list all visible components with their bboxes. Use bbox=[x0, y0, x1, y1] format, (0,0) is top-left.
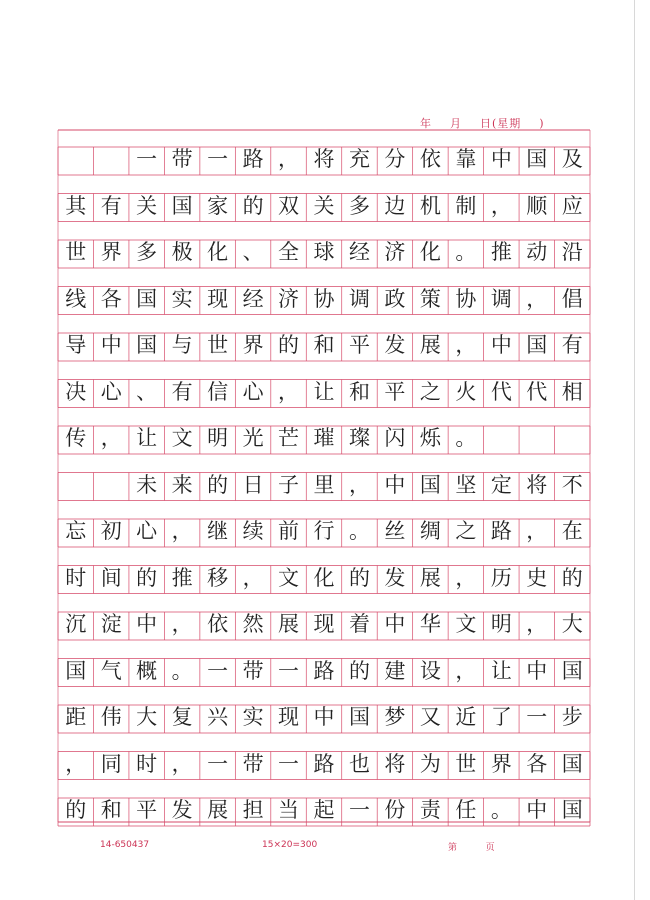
handwritten-char: ， bbox=[278, 147, 300, 171]
handwritten-char: 中 bbox=[136, 612, 158, 636]
handwritten-char: 球 bbox=[313, 240, 335, 264]
handwritten-char: 充 bbox=[348, 147, 370, 171]
handwritten-char: ， bbox=[526, 612, 548, 636]
handwritten-char: 烁 bbox=[419, 426, 441, 450]
handwritten-char: 路 bbox=[313, 751, 335, 776]
handwritten-char: 时 bbox=[136, 751, 158, 776]
handwritten-char: 光 bbox=[242, 426, 264, 450]
handwritten-char: ， bbox=[65, 751, 87, 776]
handwritten-char: 国 bbox=[526, 147, 548, 171]
handwritten-char: 应 bbox=[561, 193, 583, 218]
handwritten-char: 的 bbox=[242, 193, 264, 218]
handwritten-char: 坚 bbox=[455, 472, 477, 497]
handwritten-char: 的 bbox=[348, 658, 370, 683]
handwritten-char: 依 bbox=[207, 612, 229, 636]
handwritten-char: 为 bbox=[419, 751, 441, 776]
grid-row bbox=[58, 752, 590, 780]
handwritten-char: 。 bbox=[348, 519, 370, 543]
grid-row bbox=[58, 612, 590, 640]
handwritten-char: 在 bbox=[561, 519, 583, 543]
handwritten-char: 的 bbox=[207, 472, 229, 497]
handwritten-char: 机 bbox=[419, 193, 441, 218]
handwritten-char: 文 bbox=[278, 565, 300, 590]
handwritten-char: 华 bbox=[419, 612, 441, 636]
handwritten-char: 政 bbox=[384, 286, 406, 311]
handwritten-char: 来 bbox=[171, 472, 193, 497]
handwritten-char: ， bbox=[490, 193, 512, 218]
handwritten-char: 让 bbox=[490, 658, 512, 683]
handwritten-char: ， bbox=[171, 612, 193, 636]
handwritten-char: 路 bbox=[313, 658, 335, 683]
handwritten-char: 沉 bbox=[65, 612, 87, 636]
handwritten-char: 国 bbox=[561, 658, 583, 683]
handwritten-char: 顺 bbox=[526, 193, 548, 218]
handwritten-char: 之 bbox=[419, 379, 441, 404]
handwritten-char: 中 bbox=[526, 658, 548, 683]
page-number-label: 第 页 bbox=[448, 843, 495, 853]
handwritten-char: 有 bbox=[100, 193, 122, 218]
handwritten-char: 概 bbox=[136, 658, 158, 683]
handwritten-char: 倡 bbox=[561, 286, 583, 311]
handwritten-char: 中 bbox=[490, 333, 512, 357]
handwritten-char: 发 bbox=[171, 798, 193, 822]
handwritten-char: 将 bbox=[384, 751, 406, 776]
handwritten-char: 带 bbox=[242, 658, 264, 683]
handwritten-char: 了 bbox=[490, 705, 512, 729]
handwritten-char: 一 bbox=[348, 798, 370, 822]
handwritten-char: 让 bbox=[313, 379, 335, 404]
handwritten-char: 和 bbox=[348, 379, 370, 404]
handwritten-char: 同 bbox=[100, 751, 122, 776]
handwritten-char: 国 bbox=[561, 798, 583, 822]
handwritten-char: ， bbox=[278, 379, 300, 404]
handwritten-char: 国 bbox=[65, 658, 87, 683]
handwritten-char: 路 bbox=[490, 519, 512, 543]
handwritten-char: 中 bbox=[490, 147, 512, 171]
handwritten-char: 大 bbox=[561, 612, 583, 636]
handwritten-char: 展 bbox=[278, 612, 300, 636]
handwritten-char: ， bbox=[455, 658, 477, 683]
handwritten-char: 代 bbox=[526, 379, 548, 404]
handwritten-char: 明 bbox=[207, 426, 229, 450]
paper-spec: 15×20=300 bbox=[262, 840, 318, 850]
handwritten-char: 初 bbox=[100, 519, 122, 543]
handwritten-char: 极 bbox=[171, 240, 193, 264]
handwritten-char: 决 bbox=[65, 379, 87, 404]
grid-row bbox=[58, 147, 590, 175]
handwritten-char: 化 bbox=[207, 240, 229, 264]
handwritten-char: 设 bbox=[419, 658, 441, 683]
handwritten-char: 建 bbox=[384, 658, 406, 683]
handwritten-char: 淀 bbox=[100, 612, 122, 636]
handwritten-char: 子 bbox=[278, 472, 300, 497]
handwritten-char: ， bbox=[455, 565, 477, 590]
handwritten-char: 当 bbox=[278, 798, 300, 822]
handwritten-char: ， bbox=[526, 519, 548, 543]
grid-row bbox=[58, 333, 590, 361]
handwritten-char: 任 bbox=[455, 798, 477, 822]
handwritten-char: 又 bbox=[419, 705, 441, 729]
grid-row bbox=[58, 240, 590, 268]
handwritten-char: 璀 bbox=[313, 426, 335, 450]
grid-row bbox=[58, 194, 590, 222]
handwritten-char: 界 bbox=[100, 240, 122, 264]
handwritten-char: 一 bbox=[207, 751, 229, 776]
handwritten-char: 现 bbox=[207, 286, 229, 311]
handwritten-char: 文 bbox=[171, 426, 193, 450]
handwritten-char: 家 bbox=[207, 193, 229, 218]
handwritten-char: 实 bbox=[171, 286, 193, 311]
handwritten-char: 行 bbox=[313, 519, 335, 543]
handwritten-char: ， bbox=[348, 472, 370, 497]
handwritten-char: 的 bbox=[65, 798, 87, 822]
handwritten-char: 中 bbox=[526, 798, 548, 822]
handwritten-char: 传 bbox=[65, 426, 87, 450]
handwritten-char: 一 bbox=[526, 705, 548, 729]
handwritten-char: 带 bbox=[171, 147, 193, 171]
handwritten-char: 国 bbox=[171, 193, 193, 218]
handwritten-char: 史 bbox=[526, 565, 548, 590]
handwritten-char: 明 bbox=[490, 612, 512, 636]
handwritten-char: 一 bbox=[207, 147, 229, 171]
handwritten-char: 续 bbox=[242, 519, 264, 543]
handwritten-char: 信 bbox=[207, 379, 229, 404]
handwritten-char: 也 bbox=[348, 751, 370, 776]
handwritten-char: 推 bbox=[490, 240, 512, 264]
handwritten-char: 化 bbox=[419, 240, 441, 264]
handwritten-char: 化 bbox=[313, 565, 335, 590]
handwritten-char: 的 bbox=[136, 565, 158, 590]
handwritten-char: 制 bbox=[455, 193, 477, 218]
handwritten-char: 展 bbox=[207, 798, 229, 822]
handwritten-char: 继 bbox=[207, 519, 229, 543]
handwritten-char: 界 bbox=[490, 751, 512, 776]
handwritten-char: ， bbox=[171, 519, 193, 543]
handwritten-char: 一 bbox=[278, 658, 300, 683]
handwritten-char: 实 bbox=[242, 705, 264, 729]
paper-code: 14-650437 bbox=[100, 840, 150, 850]
handwritten-char: 靠 bbox=[455, 147, 477, 171]
handwritten-char: 国 bbox=[348, 705, 370, 729]
handwritten-char: 协 bbox=[455, 286, 477, 311]
handwritten-char: 展 bbox=[419, 565, 441, 590]
handwritten-char: 担 bbox=[242, 798, 264, 822]
scan-edge bbox=[634, 0, 635, 900]
handwritten-char: 气 bbox=[100, 658, 122, 683]
handwritten-char: 国 bbox=[136, 333, 158, 357]
handwritten-char: 经 bbox=[242, 286, 264, 311]
handwritten-char: 双 bbox=[278, 193, 300, 218]
handwritten-char: 。 bbox=[490, 798, 512, 822]
handwritten-char: 关 bbox=[313, 193, 335, 218]
handwritten-char: 有 bbox=[561, 333, 583, 357]
handwritten-char: 策 bbox=[419, 286, 441, 311]
handwritten-char: 间 bbox=[100, 565, 122, 590]
handwritten-char: 相 bbox=[561, 379, 583, 404]
handwritten-char: 的 bbox=[278, 333, 300, 357]
handwritten-char: 国 bbox=[526, 333, 548, 357]
handwritten-char: 心 bbox=[242, 379, 264, 404]
handwritten-char: ， bbox=[100, 426, 122, 450]
handwritten-char: 动 bbox=[526, 240, 548, 264]
grid-row bbox=[58, 519, 590, 547]
handwritten-char: ， bbox=[242, 565, 264, 590]
handwritten-char: 各 bbox=[100, 286, 122, 311]
handwritten-char: 世 bbox=[207, 333, 229, 357]
grid-row bbox=[58, 566, 590, 594]
grid-row bbox=[58, 426, 590, 454]
handwritten-char: 梦 bbox=[384, 705, 406, 729]
handwritten-char: 着 bbox=[348, 612, 370, 636]
handwritten-char: 时 bbox=[65, 565, 87, 590]
handwritten-char: 中 bbox=[100, 333, 122, 357]
handwritten-char: 不 bbox=[561, 472, 583, 497]
handwritten-char: 一 bbox=[278, 751, 300, 776]
handwritten-char: 距 bbox=[65, 705, 87, 729]
handwritten-char: 及 bbox=[561, 147, 583, 171]
handwritten-char: 平 bbox=[136, 798, 158, 822]
handwritten-char: 心 bbox=[100, 379, 122, 404]
handwritten-char: 依 bbox=[419, 147, 441, 171]
handwritten-char: 起 bbox=[313, 798, 335, 822]
handwritten-char: 多 bbox=[136, 240, 158, 264]
handwritten-char: 前 bbox=[278, 519, 300, 543]
grid-row bbox=[58, 659, 590, 687]
handwritten-char: 与 bbox=[171, 333, 193, 357]
handwritten-char: 的 bbox=[561, 565, 583, 590]
handwritten-char: 定 bbox=[490, 472, 512, 497]
handwritten-char: 大 bbox=[136, 705, 158, 729]
handwritten-char: 。 bbox=[455, 240, 477, 264]
handwritten-char: 界 bbox=[242, 333, 264, 357]
handwritten-char: 璨 bbox=[348, 426, 370, 450]
handwritten-char: 、 bbox=[136, 379, 158, 404]
handwritten-char: 发 bbox=[384, 565, 406, 590]
handwritten-char: 调 bbox=[348, 286, 370, 311]
handwritten-char: 心 bbox=[136, 519, 158, 543]
handwritten-char: 济 bbox=[384, 240, 406, 264]
handwritten-char: 调 bbox=[490, 286, 512, 311]
handwritten-char: 未 bbox=[136, 472, 158, 497]
grid-row bbox=[58, 705, 590, 733]
handwritten-char: 一 bbox=[207, 658, 229, 683]
handwritten-char: 里 bbox=[313, 472, 335, 497]
handwritten-char: 近 bbox=[455, 705, 477, 729]
handwritten-char: 国 bbox=[561, 751, 583, 776]
handwritten-char: 世 bbox=[65, 240, 87, 264]
handwritten-char: 沿 bbox=[561, 240, 583, 264]
handwritten-char: 世 bbox=[455, 751, 477, 776]
handwritten-char: 路 bbox=[242, 147, 264, 171]
handwritten-char: 和 bbox=[313, 333, 335, 357]
handwritten-char: 各 bbox=[526, 751, 548, 776]
handwritten-char: 现 bbox=[313, 612, 335, 636]
grid-row bbox=[58, 287, 590, 315]
handwritten-char: 。 bbox=[171, 658, 193, 683]
handwritten-char: 其 bbox=[65, 193, 87, 218]
handwritten-char: 关 bbox=[136, 193, 158, 218]
handwritten-char: 兴 bbox=[207, 705, 229, 729]
handwritten-char: 将 bbox=[526, 472, 548, 497]
handwritten-char: ， bbox=[526, 286, 548, 311]
handwritten-char: 分 bbox=[384, 147, 406, 171]
handwritten-char: 让 bbox=[136, 426, 158, 450]
handwritten-char: 济 bbox=[278, 286, 300, 311]
handwritten-char: 绸 bbox=[419, 519, 441, 543]
handwritten-char: 火 bbox=[455, 379, 477, 404]
handwritten-char: 文 bbox=[455, 612, 477, 636]
handwritten-char: 。 bbox=[455, 426, 477, 450]
handwritten-char: 国 bbox=[419, 472, 441, 497]
handwritten-char: ， bbox=[171, 751, 193, 776]
handwritten-char: 一 bbox=[136, 147, 158, 171]
handwritten-char: 中 bbox=[384, 472, 406, 497]
grid-row bbox=[58, 380, 590, 408]
handwritten-char: 日 bbox=[242, 472, 264, 497]
handwritten-char: 全 bbox=[278, 240, 300, 264]
handwritten-char: 之 bbox=[455, 519, 477, 543]
date-header: 年 月 日(星期 ) bbox=[420, 117, 545, 130]
handwritten-char: ， bbox=[455, 333, 477, 357]
handwritten-char: 份 bbox=[384, 798, 406, 822]
handwritten-char: 的 bbox=[348, 565, 370, 590]
handwritten-char: 步 bbox=[561, 705, 583, 729]
handwritten-char: 平 bbox=[384, 379, 406, 404]
handwritten-char: 代 bbox=[490, 379, 512, 404]
handwritten-char: 边 bbox=[384, 193, 406, 218]
handwritten-char: 协 bbox=[313, 286, 335, 311]
handwritten-char: 闪 bbox=[384, 426, 406, 450]
grid-row bbox=[58, 473, 590, 501]
handwritten-char: 然 bbox=[242, 612, 264, 636]
handwritten-char: 丝 bbox=[384, 519, 406, 543]
handwritten-char: 将 bbox=[313, 147, 335, 171]
handwritten-char: 中 bbox=[384, 612, 406, 636]
handwritten-char: 有 bbox=[171, 379, 193, 404]
handwritten-char: 责 bbox=[419, 798, 441, 822]
handwritten-char: 历 bbox=[490, 565, 512, 590]
handwritten-char: 芒 bbox=[278, 426, 300, 450]
handwritten-char: 推 bbox=[171, 565, 193, 590]
handwritten-char: 中 bbox=[313, 705, 335, 729]
handwritten-char: 国 bbox=[136, 286, 158, 311]
handwritten-char: 平 bbox=[348, 333, 370, 357]
handwritten-char: 移 bbox=[207, 565, 229, 590]
handwritten-char: 多 bbox=[348, 193, 370, 218]
handwritten-char: 复 bbox=[171, 705, 193, 729]
handwritten-char: 伟 bbox=[100, 705, 122, 729]
handwritten-char: 展 bbox=[419, 333, 441, 357]
handwritten-char: 经 bbox=[348, 240, 370, 264]
handwritten-char: 忘 bbox=[65, 519, 87, 543]
handwritten-char: 和 bbox=[100, 798, 122, 822]
handwritten-char: 带 bbox=[242, 751, 264, 776]
handwritten-char: 发 bbox=[384, 333, 406, 357]
handwritten-char: 导 bbox=[65, 333, 87, 357]
handwritten-char: 、 bbox=[242, 240, 264, 264]
handwritten-char: 现 bbox=[278, 705, 300, 729]
handwritten-char: 线 bbox=[65, 286, 87, 311]
